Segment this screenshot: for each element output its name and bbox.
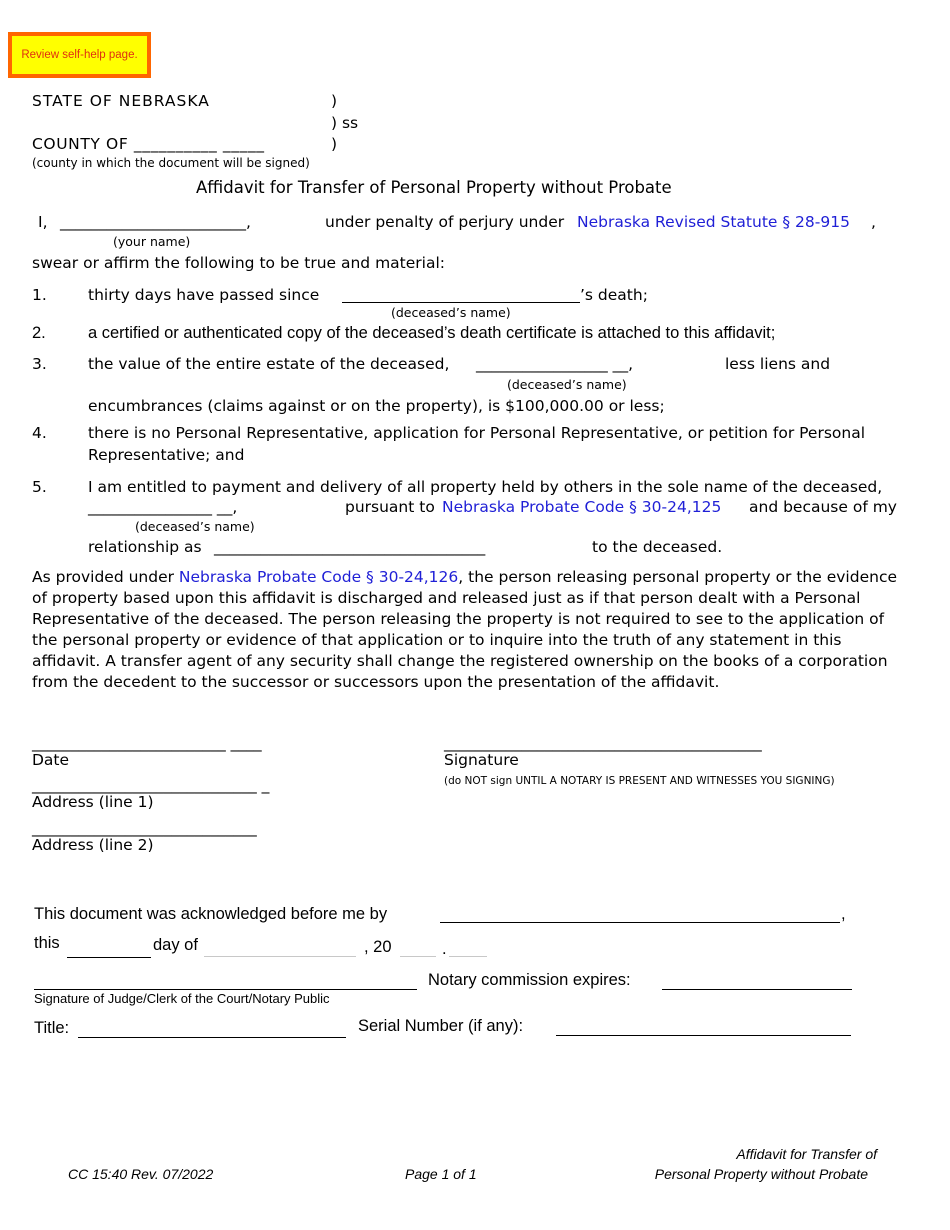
intro-text: under penalty of perjury under	[325, 213, 565, 231]
item-3-text-end: less liens and	[725, 355, 831, 373]
intro-i: I,	[38, 213, 48, 231]
date-period: .	[442, 940, 447, 958]
item-2-number: 2.	[32, 324, 46, 342]
footer-title-line2: Personal Property without Probate	[654, 1166, 868, 1182]
item-5-to-deceased: to the deceased.	[592, 538, 723, 556]
item-1-note: (deceased’s name)	[391, 305, 511, 320]
notary-signature-label: Signature of Judge/Clerk of the Court/Notary Public	[34, 991, 330, 1006]
paren-3: )	[331, 135, 338, 153]
deceased-name-field-1[interactable]	[342, 302, 580, 303]
year-field[interactable]	[400, 956, 436, 957]
commission-field[interactable]	[662, 989, 852, 990]
serial-label: Serial Number (if any):	[358, 1017, 524, 1035]
month-field[interactable]	[204, 956, 356, 957]
item-4-text: there is no Personal Representative, application for Personal Representative, or petition for Personal	[88, 424, 866, 442]
item-5-text: I am entitled to payment and delivery of all property held by others in the sole name of the deceased,	[88, 478, 883, 496]
date-field[interactable]: _________________________ ____	[32, 734, 262, 752]
provided-rest: , the person releasing personal property or the evidence of property based upon this affidavit is discharged and released just as if that person dealt with a Personal Representative of the deceased. The person releasing the property is not required to see to the application of the personal property or evidence of that application or to inquire into the truth of any statement in this affidavit. A transfer agent of any security shall change the registered ownership on the books of a corporation from the decedent to the successor or successors upon the presentation of the affidavit.	[32, 568, 897, 691]
swear-text: swear or affirm the following to be true and material:	[32, 254, 445, 272]
address-2-label: Address (line 2)	[32, 836, 154, 854]
notary-signature-field[interactable]	[34, 989, 417, 990]
item-2-text: a certified or authenticated copy of the deceased’s death certificate is attached to this affidavit;	[88, 324, 776, 342]
deceased-name-field-2[interactable]: _________________ __,	[476, 355, 634, 373]
intro-comma: ,	[871, 213, 876, 231]
serial-field[interactable]	[556, 1035, 851, 1036]
item-5-relationship: relationship as	[88, 538, 202, 556]
statute-28-915-link[interactable]: Nebraska Revised Statute § 28-915	[577, 213, 850, 231]
provided-paragraph	[32, 567, 912, 693]
your-name-field[interactable]: ________________________,	[60, 213, 251, 231]
probate-code-30-24-126-link[interactable]: Nebraska Probate Code § 30-24,126	[178, 568, 459, 586]
address-1-field[interactable]: _____________________________ _	[32, 776, 270, 794]
acknowledged-text: This document was acknowledged before me by	[34, 905, 388, 923]
address-1-label: Address (line 1)	[32, 793, 154, 811]
acknowledged-by-field[interactable]	[440, 922, 840, 923]
signature-field[interactable]: _________________________________________	[444, 734, 762, 752]
signature-warning: (do NOT sign UNTIL A NOTARY IS PRESENT AND WITNESSES YOU SIGNING)	[444, 775, 835, 787]
relationship-field[interactable]: ___________________________________	[214, 538, 486, 556]
item-1-text-end: ’s death;	[580, 286, 648, 304]
county-note: (county in which the document will be signed)	[32, 156, 310, 170]
provided-lead: As provided under	[32, 568, 174, 586]
probate-code-30-24-125-link[interactable]: Nebraska Probate Code § 30-24,125	[442, 498, 722, 516]
title-label: Title:	[34, 1019, 70, 1037]
item-5-pursuant: pursuant to	[345, 498, 435, 516]
acknowledged-comma: ,	[841, 905, 846, 923]
review-self-help-label: Review self-help page.	[21, 49, 138, 61]
document-title: Affidavit for Transfer of Personal Property without Probate	[196, 178, 672, 197]
year-tail-line	[449, 956, 487, 957]
item-3-text-line2: encumbrances (claims against or on the property), is $100,000.00 or less;	[88, 397, 665, 415]
item-4-number: 4.	[32, 424, 47, 442]
item-3-note: (deceased’s name)	[507, 377, 627, 392]
your-name-note: (your name)	[113, 234, 191, 249]
year-prefix: , 20	[364, 938, 392, 956]
commission-label: Notary commission expires:	[428, 971, 631, 989]
address-2-field[interactable]: _____________________________	[32, 819, 257, 837]
signature-label: Signature	[444, 751, 519, 769]
item-5-note: (deceased’s name)	[135, 519, 255, 534]
day-field[interactable]	[67, 957, 151, 958]
state-label: STATE OF NEBRASKA	[32, 92, 210, 110]
item-5-because: and because of my	[749, 498, 897, 516]
paren-2-ss: ) ss	[331, 114, 359, 132]
item-1-number: 1.	[32, 286, 47, 304]
day-of-label: day of	[153, 936, 198, 954]
item-1-text: thirty days have passed since	[88, 286, 320, 304]
date-label: Date	[32, 751, 70, 769]
title-field[interactable]	[78, 1037, 346, 1038]
this-label: this	[34, 934, 60, 952]
item-4-text-line2: Representative; and	[88, 446, 245, 464]
item-5-number: 5.	[32, 478, 47, 496]
footer-page: Page 1 of 1	[405, 1166, 477, 1182]
county-label: COUNTY OF __________ _____	[32, 135, 265, 153]
footer-form-code: CC 15:40 Rev. 07/2022	[68, 1166, 214, 1182]
paren-1: )	[331, 92, 338, 110]
item-3-text: the value of the entire estate of the deceased,	[88, 355, 450, 373]
item-3-number: 3.	[32, 355, 47, 373]
deceased-name-field-3[interactable]: ________________ __,	[88, 498, 238, 516]
review-self-help-button[interactable]	[8, 32, 151, 78]
footer-title-line1: Affidavit for Transfer of	[736, 1146, 877, 1162]
